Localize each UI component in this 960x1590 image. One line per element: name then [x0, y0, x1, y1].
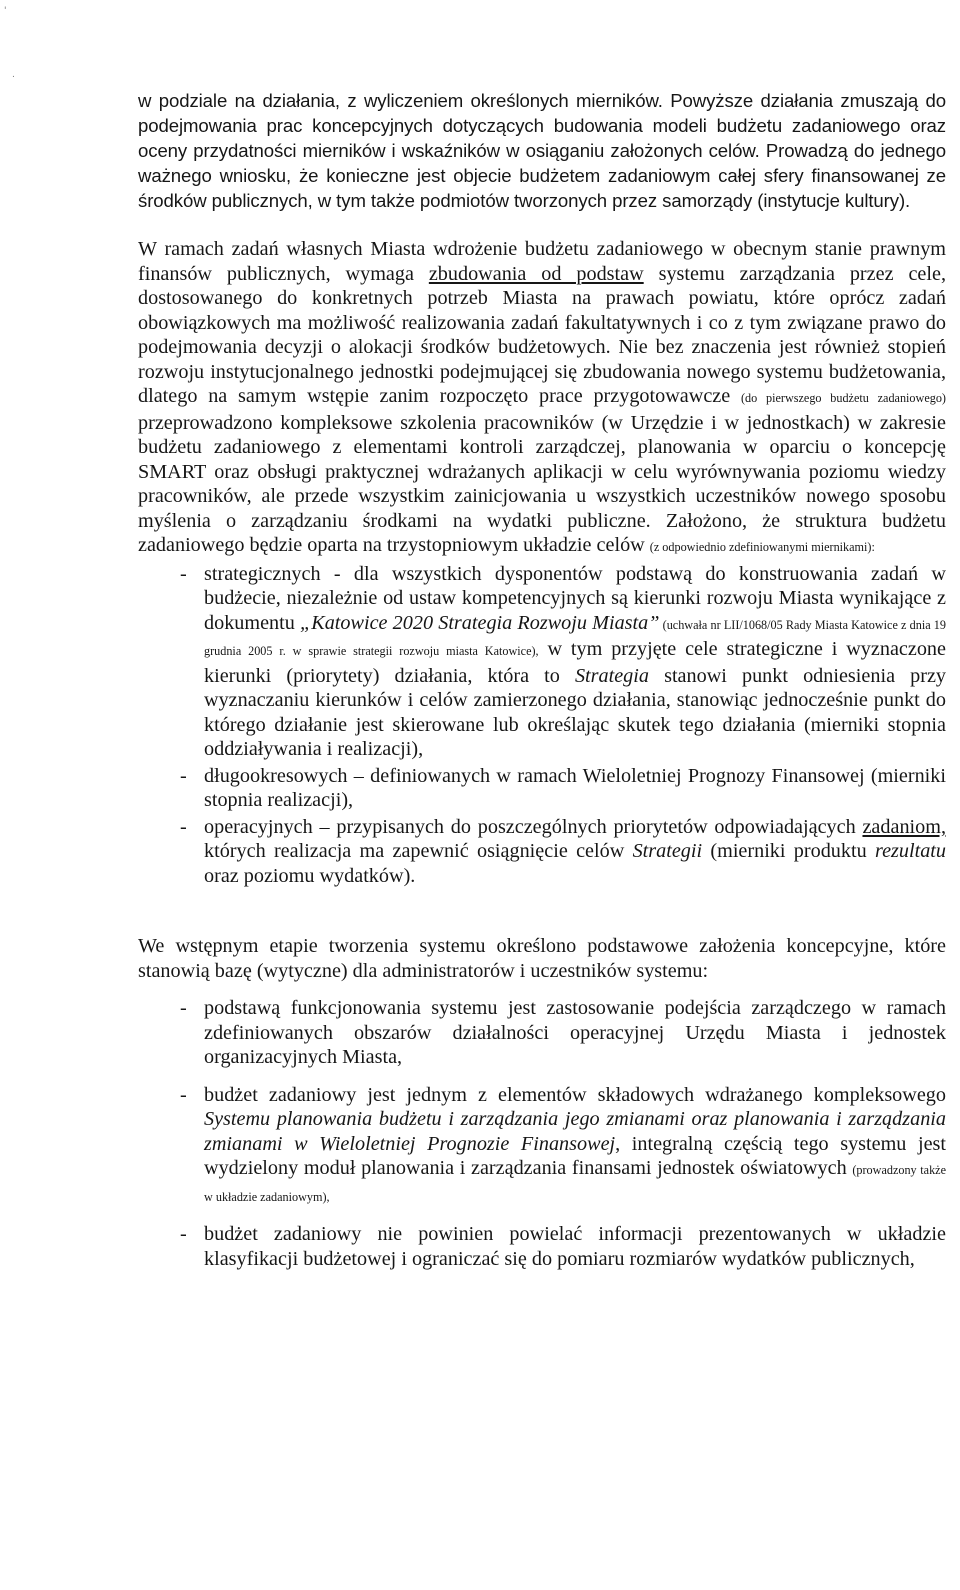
list-item: [138, 764, 946, 813]
list-item: [138, 996, 946, 1070]
paragraph-1-text: w podziale na działania, z wyliczeniem określonych mierników. Powyższe działania zmuszają do podejmowania prac koncepcyjnych dotyczących budowania modeli budżetu zadaniowego oraz oceny przydatności mierników i wskaźników w osiąganiu założonych celów. Prowadzą do jednego ważnego wniosku, że konieczne jest objecie budżetem zadaniowym całej sfery finansowanej ze środków publicznych, w tym także podmiotów tworzonych przez samorządy (instytucje kultury).: [138, 90, 946, 211]
underlined-phrase: zbudowania od podstaw: [428, 262, 644, 285]
list-dash: -: [180, 815, 187, 838]
list-item: [138, 562, 946, 762]
document-page: [138, 88, 946, 1271]
list-item-text: operacyjnych – przypisanych do poszczególnych priorytetów odpowiadających: [204, 815, 863, 838]
list-dash: -: [180, 1083, 187, 1106]
list-item-text: strategicznych - dla wszystkich dysponentów podstawą do konstruowania zadań w budżecie, niezależnie od ustaw kompetencyjnych są kierunki rozwoju Miasta wynikające z dokumentu: [204, 562, 946, 634]
list-item-text: (mierniki produktu: [702, 840, 875, 862]
paragraph-2-text: przeprowadzono kompleksowe szkolenia pracowników (w Urzędzie i w jednostkach) w zakresie budżetu zadaniowego z elementami kontroli zarządczej, planowania w oparciu o koncepcję SMART oraz obsługi praktycznej wdrażanych aplikacji w celu wyrównywania poziomu wiedzy pracowników, ale przede wszystkim zainicjowania u wszystkich uczestników nowego sposobu myślenia o zarządzaniu środkami na wydatki publiczne. Założono, że struktura budżetu zadaniowego będzie oparta na trzystopniowym układzie celów: [138, 411, 946, 556]
paragraph-2: [138, 237, 946, 560]
paragraph-3: [138, 934, 946, 983]
list-item-text: stanowi punkt odniesienia przy wyznaczaniu kierunków i celów zamierzonego działania, stanowiąc jednocześnie punkt do którego działanie jest skierowane lub określając skutek tego działania (mierniki stopnia oddziaływania i realizacji),: [204, 664, 946, 760]
paragraph-3-text: We wstępnym etapie tworzenia systemu określono podstawowe założenia koncepcyjne, które stanowią bazę (wytyczne) dla administratorów i uczestników systemu:: [138, 935, 946, 982]
inline-note: (uchwała nr LII/1068/05 Rady Miasta Katowice z dnia 19 grudnia 2005 r. w sprawie strategii rozwoju miasta Katowice),: [204, 617, 946, 658]
list-dash: -: [180, 1223, 187, 1245]
italic-term: rezultatu: [874, 840, 946, 862]
list-item: [138, 1083, 946, 1210]
paragraph-2-text: systemu zarządzania przez cele, dostosowanego do konkretnych potrzeb Miasta na prawach powiatu, które oprócz zadań obowiązkowych ma możliwość realizowania zadań fakultatywnych i co z tym związane prawo do podejmowania decyzji o alokacji środków budżetowych. Nie bez znaczenia jest również stopień rozwoju instytucjonalnego jednostki podejmującej się zbudowania nowego systemu budżetowania, dlatego na samym wstępie zanim rozpoczęto prace przygotowawcze: [138, 262, 946, 407]
inline-note: (prowadzony także w układzie zadaniowym),: [204, 1163, 946, 1204]
list-item-text: , integralną częścią tego systemu jest wydzielony moduł planowania i zarządzania finansami jednostek oświatowych: [204, 1132, 946, 1179]
assumptions-list: [138, 996, 946, 1271]
list-item-text: w tym przyjęte cele strategiczne i wyznaczone kierunki (priorytety) działania, która to: [204, 638, 946, 687]
system-title: Systemu planowania budżetu i zarządzania jego zmianami oraz planowania i zarządzania zmianami w Wieloletniej Prognozie Finansowej: [204, 1108, 946, 1155]
inline-note: (do pierwszego budżetu zadaniowego): [740, 391, 946, 405]
strategy-title: „Katowice 2020 Strategia Rozwoju Miasta”: [300, 611, 660, 634]
goals-list: [138, 562, 946, 889]
list-item-text: podstawą funkcjonowania systemu jest zastosowanie podejścia zarządczego w ramach zdefiniowanych obszarów działalności operacyjnej Urzędu Miasta i jednostek organizacyjnych Miasta,: [204, 997, 946, 1068]
paragraph-1: [138, 88, 946, 213]
list-item: [138, 815, 946, 889]
list-item: [138, 1222, 946, 1271]
list-item-text: oraz poziomu wydatków).: [204, 864, 416, 887]
italic-term: Strategia: [574, 664, 649, 687]
italic-term: Strategii: [632, 840, 703, 862]
list-item-text: budżet zadaniowy nie powinien powielać informacji prezentowanych w układzie klasyfikacji budżetowej i ograniczać się do pomiaru rozmiarów wydatków publicznych,: [204, 1223, 946, 1270]
list-item-text: długookresowych – definiowanych w ramach Wieloletniej Prognozy Finansowej (mierniki stopnia realizacji),: [204, 764, 946, 811]
list-item-text: budżet zadaniowy jest jednym z elementów składowych wdrażanego kompleksowego: [204, 1083, 946, 1106]
paragraph-2-text: W ramach zadań własnych Miasta wdrożenie budżetu zadaniowego w obecnym stanie prawnym finansów publicznych, wymaga: [138, 238, 946, 285]
list-dash: -: [180, 764, 187, 787]
scan-speck: ': [4, 6, 7, 16]
list-dash: -: [180, 997, 187, 1019]
underlined-phrase: zadaniom,: [862, 815, 946, 838]
scan-speck: .: [12, 70, 15, 80]
inline-note: (z odpowiednio zdefiniowanymi miernikami):: [649, 540, 875, 554]
list-dash: -: [180, 562, 187, 585]
list-item-text: których realizacja ma zapewnić osiągnięcie celów: [204, 840, 633, 862]
